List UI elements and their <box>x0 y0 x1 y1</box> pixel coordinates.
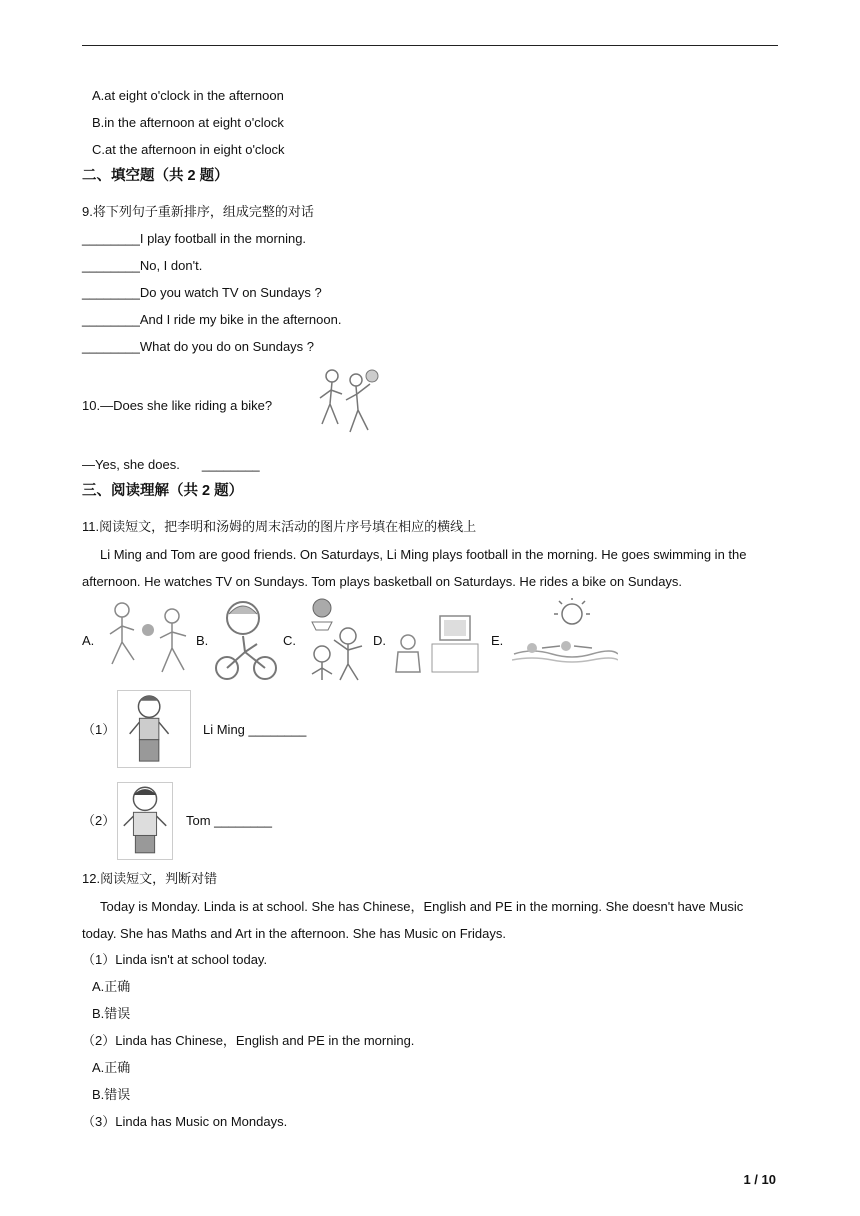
football-image <box>100 598 194 682</box>
tom-image <box>117 782 173 860</box>
q9-line-2: ________No, I don't. <box>82 258 203 273</box>
page-number: 1 / 10 <box>743 1172 776 1187</box>
q12-sub1: （1）Linda isn't at school today. <box>82 952 268 967</box>
q11-option-label-e: E. <box>491 633 504 648</box>
q9-line-4: ________And I ride my bike in the afternoon. <box>82 312 342 327</box>
q11-option-label-a: A. <box>82 633 95 648</box>
section-3-title: 三、阅读理解（共 2 题） <box>82 483 244 499</box>
q9-title: 9.将下列句子重新排序，组成完整的对话 <box>82 204 314 219</box>
q9-line-1: ________I play football in the morning. <box>82 231 307 246</box>
q10-basketball-image <box>310 364 382 444</box>
li-ming-image <box>117 690 191 768</box>
bike-image <box>213 596 279 684</box>
q8-option-a: A.at eight o'clock in the afternoon <box>92 88 284 103</box>
swimming-image <box>512 598 618 674</box>
basketball-image <box>304 596 374 684</box>
q11-sub2-text: Tom ________ <box>186 813 273 828</box>
q12-sub2-option-b[interactable]: B.错误 <box>92 1087 131 1102</box>
q11-sub1-number: （1） <box>82 722 116 737</box>
q11-sub1-text: Li Ming ________ <box>203 722 307 737</box>
q11-title: 11.阅读短文，把李明和汤姆的周末活动的图片序号填在相应的横线上 <box>82 519 477 534</box>
q8-option-c: C.at the afternoon in eight o'clock <box>92 142 285 157</box>
q10-answer <box>82 456 260 474</box>
q10-question: 10.—Does she like riding a bike? <box>82 398 273 413</box>
tv-image <box>392 608 480 680</box>
q12-sub1-option-b[interactable]: B.错误 <box>92 1006 131 1021</box>
q8-option-b: B.in the afternoon at eight o'clock <box>92 115 284 130</box>
q11-option-label-c: C. <box>283 633 296 648</box>
section-2-title: 二、填空题（共 2 题） <box>82 168 229 184</box>
q11-option-label-d: D. <box>373 633 386 648</box>
q11-passage: Li Ming and Tom are good friends. On Saturdays, Li Ming plays football in the morning. He goes swimming in the afternoon. He watches TV on Sundays. Tom plays basketball on Saturdays. He rides a bike on Sundays. <box>82 547 747 589</box>
q11-sub2-number: （2） <box>82 813 116 828</box>
q12-sub1-option-a[interactable]: A.正确 <box>92 979 131 994</box>
q9-line-3: ________Do you watch TV on Sundays ? <box>82 285 322 300</box>
q11-option-label-b: B. <box>196 633 209 648</box>
q12-sub2-option-a[interactable]: A.正确 <box>92 1060 131 1075</box>
q12-sub3: （3）Linda has Music on Mondays. <box>82 1114 288 1129</box>
q9-line-5: ________What do you do on Sundays ? <box>82 339 315 354</box>
q10-answer-text: —Yes, she does. <box>82 457 180 472</box>
q12-passage: Today is Monday. Linda is at school. She has Chinese，English and PE in the morning. She doesn't have Music today. She has Maths and Art in the afternoon. She has Music on Fridays. <box>82 899 744 941</box>
header-rule <box>82 45 778 46</box>
q12-sub2: （2）Linda has Chinese，English and PE in the morning. <box>82 1033 415 1048</box>
q12-title: 12.阅读短文，判断对错 <box>82 871 218 886</box>
q10-blank: ________ <box>201 457 260 472</box>
